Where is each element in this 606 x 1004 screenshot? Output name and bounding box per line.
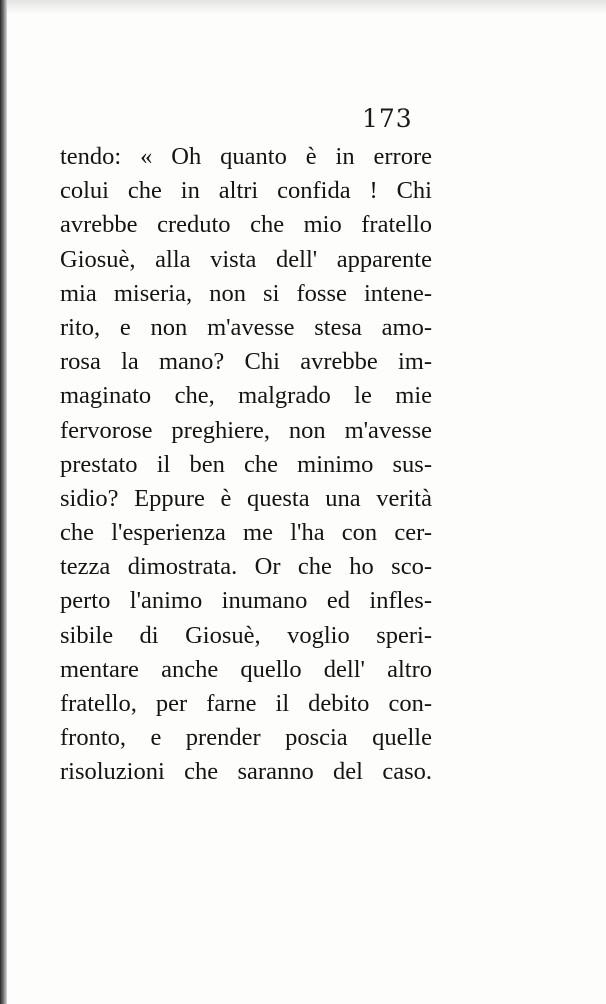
page-binding-edge (0, 0, 7, 1004)
text-line: perto l'animo inumano ed infles- (60, 587, 432, 615)
text-line: che l'esperienza me l'ha con cer- (60, 519, 432, 547)
text-line: fronto, e prender poscia quelle (60, 724, 432, 752)
text-line: prestato il ben che minimo sus- (60, 450, 432, 478)
page-number: 173 (362, 104, 413, 133)
text-line: avrebbe creduto che mio fratello (60, 211, 432, 239)
text-line: mentare anche quello dell' altro (60, 655, 432, 683)
text-line: fratello, per farne il debito con- (60, 690, 432, 717)
text-line: sibile di Giosuè, voglio speri- (60, 621, 432, 649)
text-line: Giosuè, alla vista dell' apparente (60, 245, 432, 273)
text-line: mia miseria, non si fosse intene- (60, 279, 432, 307)
text-line: colui che in altri confida ! Chi (60, 177, 432, 205)
text-line: maginato che, malgrado le mie (60, 382, 432, 410)
page-top-shadow (7, 0, 606, 14)
text-line: rosa la mano? Chi avrebbe im- (60, 348, 432, 376)
text-line: tezza dimostrata. Or che ho sco- (60, 553, 432, 581)
text-line: rito, e non m'avesse stesa amo- (60, 313, 432, 341)
text-line: risoluzioni che saranno del caso. (60, 758, 432, 786)
text-line: tendo: « Oh quanto è in errore (60, 143, 432, 170)
text-line: fervorose preghiere, non m'avesse (60, 416, 432, 444)
text-line: sidio? Eppure è questa una verità (60, 484, 432, 512)
body-text (60, 140, 432, 790)
